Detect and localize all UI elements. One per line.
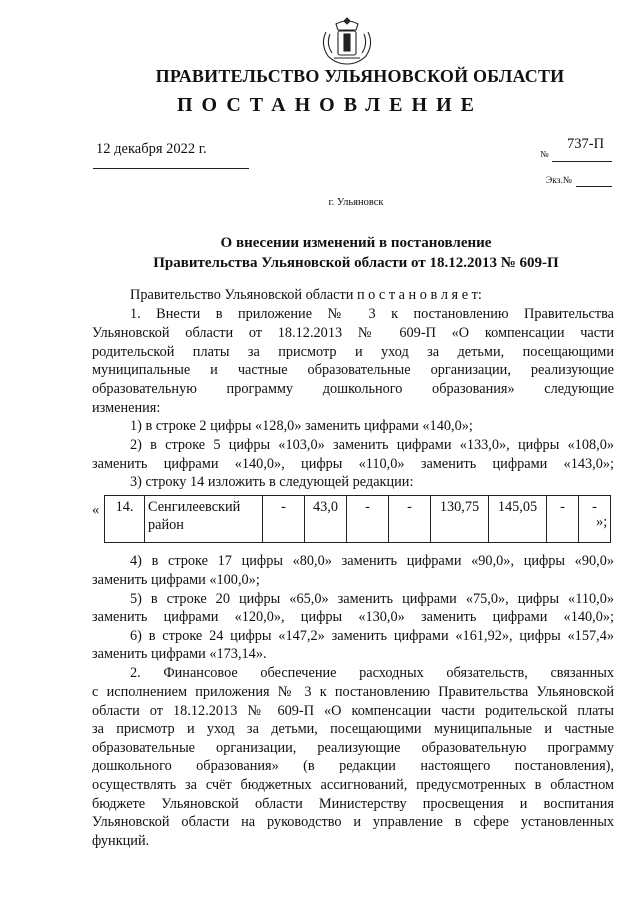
coat-of-arms-icon [318, 14, 376, 66]
body-line: бюджете Ульяновской области Министерству просвещения и воспитания [92, 796, 614, 812]
table-cell: - [347, 496, 389, 543]
body-line: осуществлять за счёт бюджетных ассигнований, предусмотренных в областном [92, 777, 614, 793]
body-line: области от 18.12.2013 № 609-П «О компенсации части родительской платы [92, 703, 614, 719]
body-line: родительской платы за присмотр и уход за детьми, посещающими [92, 344, 614, 360]
open-quote: « [92, 502, 100, 518]
body-line: 3) строку 14 изложить в следующей редакции: [130, 474, 414, 490]
document-number: 737-П [567, 136, 605, 152]
body-line: с исполнением приложения № 3 к постановлению Правительства Ульяновской [92, 684, 614, 700]
table-cell: 43,0 [305, 496, 347, 543]
body-line: дошкольного образования» (в редакции настоящего постановления), [92, 758, 614, 774]
body-line: 2) в строке 5 цифры «103,0» заменить цифрами «133,0», цифры «108,0» [130, 437, 614, 453]
body-line: образовательную программу дошкольного образования» следующие [92, 381, 614, 397]
date-underline [93, 168, 249, 169]
title-line: Правительства Ульяновской области от 18.12.2013 № 609-П [153, 255, 559, 271]
body-line: 4) в строке 17 цифры «80,0» заменить цифрами «90,0», цифры «90,0» [130, 553, 614, 569]
city-name: г. Ульяновск [328, 197, 384, 208]
body-line: Ульяновской области от 18.12.2013 № 609-П «О компенсации части [92, 325, 614, 341]
document-type: ПОСТАНОВЛЕНИЕ [177, 94, 483, 116]
body-line: 2. Финансовое обеспечение расходных обязательств, связанных [130, 665, 614, 681]
table-cell: 130,75 [431, 496, 489, 543]
body-line: Правительство Ульяновской области п о с т а н о в л я е т: [130, 287, 482, 303]
replacement-table-row [104, 495, 611, 543]
number-underline [552, 161, 612, 162]
table-cell: - [579, 496, 611, 543]
title-line: О внесении изменений в постановление [220, 235, 492, 251]
table-cell: - [547, 496, 579, 543]
body-line: 1. Внести в приложение № 3 к постановлению Правительства [130, 306, 614, 322]
body-line: 1) в строке 2 цифры «128,0» заменить цифрами «140,0»; [130, 418, 473, 434]
body-line: заменить цифрами «100,0»; [92, 572, 260, 588]
body-line: функций. [92, 833, 150, 849]
document-title [0, 233, 640, 273]
body-line: 6) в строке 24 цифры «147,2» заменить цифрами «161,92», цифры «157,4» [130, 628, 614, 644]
table-cell-district: Сенгилеевский район [145, 496, 263, 543]
body-line: заменить цифрами «140,0», цифры «110,0» заменить цифрами «143,0»; [92, 456, 614, 472]
document-date: 12 декабря 2022 г. [96, 141, 207, 157]
number-sign: № [540, 149, 549, 159]
body-line: муниципальные и частные образовательные организации, реализующие [92, 362, 614, 378]
body-line: заменить цифрами «173,14». [92, 646, 267, 662]
body-line: заменить цифрами «120,0», цифры «130,0» заменить цифрами «140,0»; [92, 609, 614, 625]
table-cell-number: 14. [105, 496, 145, 543]
copy-number-underline [576, 186, 612, 187]
table-cell: - [263, 496, 305, 543]
close-quote: »; [596, 514, 608, 530]
government-name: ПРАВИТЕЛЬСТВО УЛЬЯНОВСКОЙ ОБЛАСТИ [155, 66, 565, 86]
body-line: за присмотр и уход за детьми, посещающими муниципальные и частные [92, 721, 614, 737]
body-line: образовательные организации, реализующие образовательную программу [92, 740, 614, 756]
body-line: 5) в строке 20 цифры «65,0» заменить цифрами «75,0», цифры «110,0» [130, 591, 614, 607]
body-line: Ульяновской области на руководство и управление в сфере установленных [92, 814, 614, 830]
table-cell: - [389, 496, 431, 543]
body-line: изменения: [92, 400, 161, 416]
table-cell: 145,05 [489, 496, 547, 543]
copy-number-label: Экз.№ [546, 176, 572, 186]
